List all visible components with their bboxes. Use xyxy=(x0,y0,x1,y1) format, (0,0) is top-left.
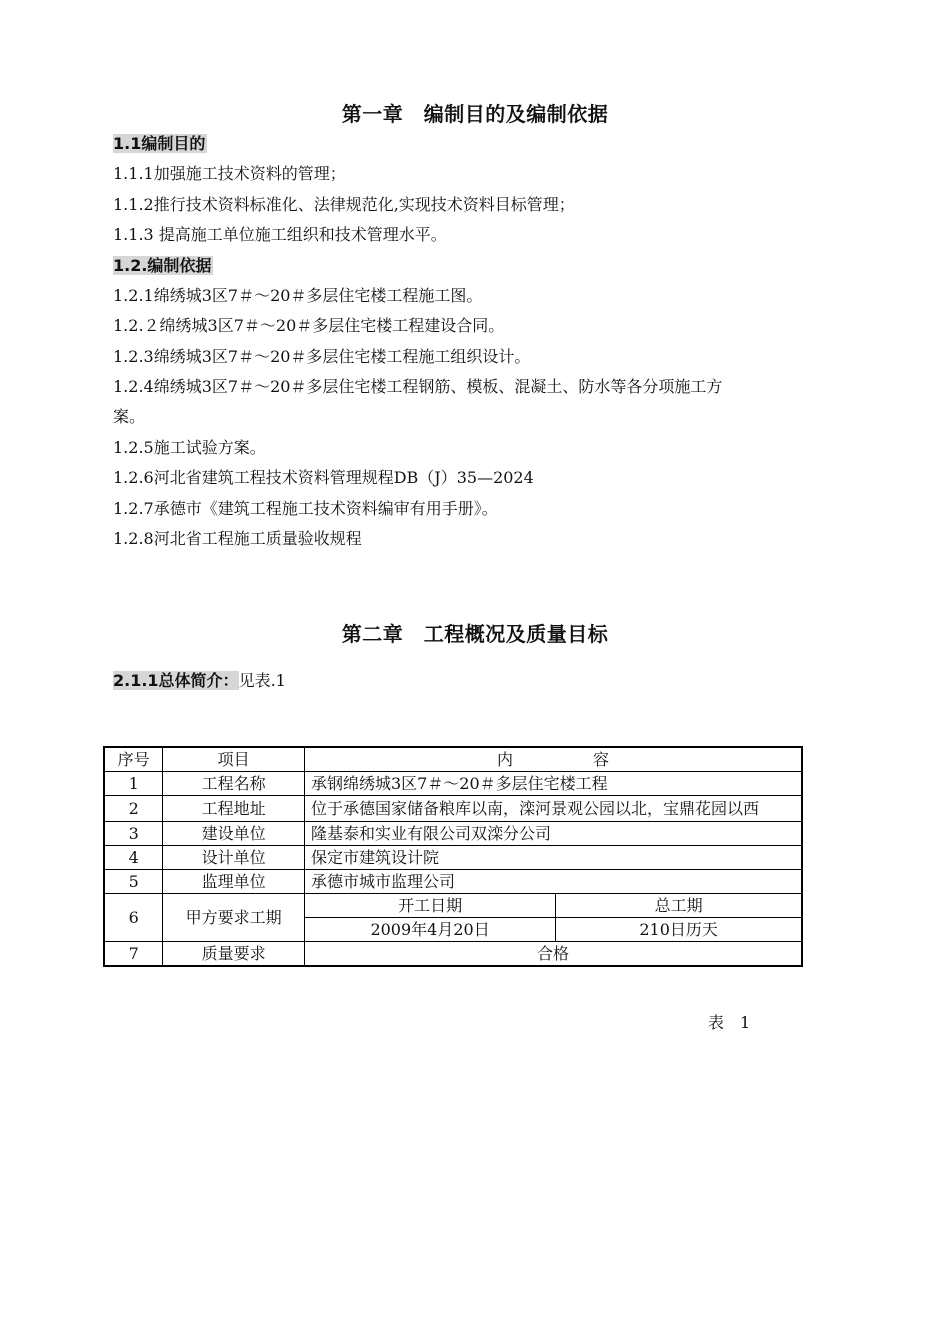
list-item: 1.2.4绵绣城3区7＃～20＃多层住宅楼工程钢筋、模板、混凝土、防水等各分项施工方 xyxy=(113,377,723,396)
list-item: 1.2.3绵绣城3区7＃～20＃多层住宅楼工程施工组织设计。 xyxy=(113,347,531,366)
table-row xyxy=(104,942,802,967)
section-heading-text: 1.2.编制依据 xyxy=(113,256,212,275)
table-cell: 7 xyxy=(104,942,163,967)
section-heading-text: 1.1编制目的 xyxy=(113,134,206,153)
table-row xyxy=(104,846,802,870)
table-cell: 开工日期 xyxy=(304,894,555,918)
list-item: 案。 xyxy=(113,407,146,426)
table-cell: 质量要求 xyxy=(163,942,305,967)
section-1-2-heading xyxy=(113,253,213,276)
table-cell: 5 xyxy=(104,870,163,894)
chapter-2-title: 第二章 工程概况及质量目标 xyxy=(341,622,609,646)
table-row xyxy=(104,796,802,822)
list-item: 1.2.6河北省建筑工程技术资料管理规程DB（J）35—2024 xyxy=(113,468,534,487)
list-item: 1.1.3 提高施工单位施工组织和技术管理水平。 xyxy=(113,225,447,244)
table-cell: 设计单位 xyxy=(163,846,305,870)
chapter-1-title: 第一章 编制目的及编制依据 xyxy=(341,102,609,126)
table-cell: 6 xyxy=(104,894,163,942)
list-item: 1.2.1绵绣城3区7＃～20＃多层住宅楼工程施工图。 xyxy=(113,286,483,305)
table-cell: 位于承德国家储备粮库以南，滦河景观公园以北，宝鼎花园以西 xyxy=(304,796,802,822)
overview-label: 2.1.1总体简介： xyxy=(113,671,239,690)
table-header-row xyxy=(104,747,802,772)
table-cell: 合格 xyxy=(304,942,802,967)
table-cell: 监理单位 xyxy=(163,870,305,894)
header-cell: 项目 xyxy=(163,747,305,772)
table-cell: 总工期 xyxy=(556,894,802,918)
list-item: 1.2.7承德市《建筑工程施工技术资料编审有用手册》。 xyxy=(113,499,498,518)
table-cell: 1 xyxy=(104,772,163,796)
overview-text: 见表.1 xyxy=(238,671,286,690)
table-cell: 工程名称 xyxy=(163,772,305,796)
table-row xyxy=(104,870,802,894)
list-item: 1.2.２绵绣城3区7＃～20＃多层住宅楼工程建设合同。 xyxy=(113,316,505,335)
table-cell: 甲方要求工期 xyxy=(163,894,305,942)
table-cell: 2 xyxy=(104,796,163,822)
table-cell: 保定市建筑设计院 xyxy=(304,846,802,870)
table-cell: 工程地址 xyxy=(163,796,305,822)
overview-intro xyxy=(113,668,286,691)
table-row xyxy=(104,822,802,846)
table-cell: 建设单位 xyxy=(163,822,305,846)
table-cell: 承钢绵绣城3区7＃～20＃多层住宅楼工程 xyxy=(304,772,802,796)
list-item: 1.1.2推行技术资料标准化、法律规范化,实现技术资料目标管理； xyxy=(113,195,575,214)
table-cell: 2009年4月20日 xyxy=(304,918,555,942)
header-cell: 序号 xyxy=(104,747,163,772)
list-item: 1.2.5施工试验方案。 xyxy=(113,438,266,457)
project-info-table xyxy=(103,746,803,967)
table-caption: 表 1 xyxy=(708,1013,751,1032)
list-item: 1.2.8河北省工程施工质量验收规程 xyxy=(113,529,362,548)
list-item: 1.1.1加强施工技术资料的管理； xyxy=(113,164,346,183)
table-cell: 4 xyxy=(104,846,163,870)
table-cell: 210日历天 xyxy=(556,918,802,942)
table-row xyxy=(104,772,802,796)
table-row xyxy=(104,894,802,918)
table-cell: 3 xyxy=(104,822,163,846)
header-cell: 内 容 xyxy=(304,747,802,772)
table-cell: 隆基泰和实业有限公司双滦分公司 xyxy=(304,822,802,846)
table-cell: 承德市城市监理公司 xyxy=(304,870,802,894)
section-1-1-heading xyxy=(113,131,207,154)
